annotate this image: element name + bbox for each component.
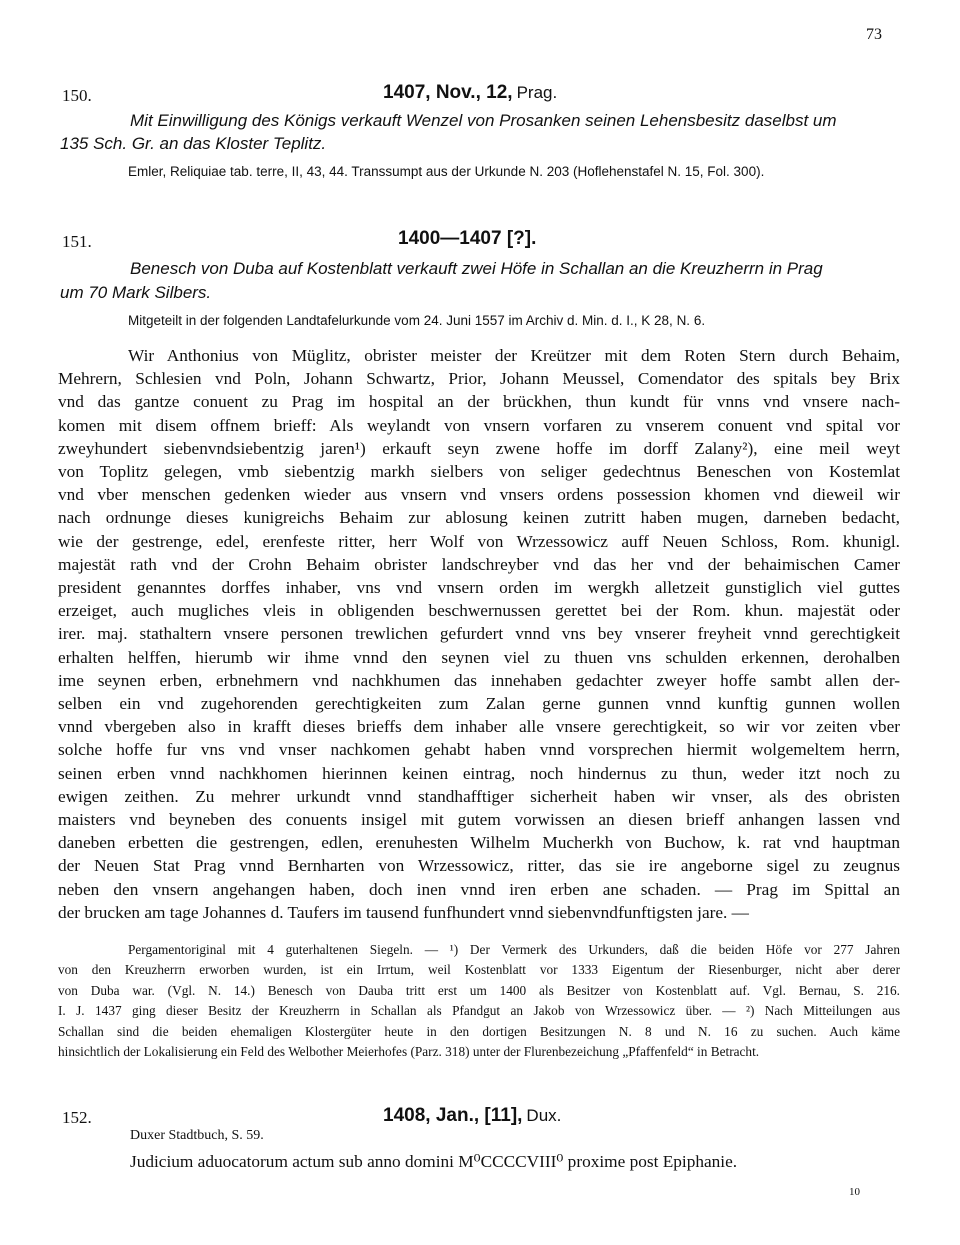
body-line: der Neuen Stat Prag vnnd Bernharten von Wrzessowicz, ritter, das sie ire angeborne sigel zu zeugnus: [58, 856, 900, 876]
footnote-line: Pergamentoriginal mit 4 guterhaltenen Siegeln. — ¹) Der Vermerk des Urkunders, daß die beiden Höfe vor 277 Jahren: [128, 942, 900, 957]
body-line: wie der gestrenge, edel, erenfeste ritter, herr Wolf von Wrzessowicz auff Neuen Schloss, Rom. khunigl.: [58, 531, 900, 551]
body-line: majestät rath vnd der Crohn Behaim obrister landschreyber vnd das her vnd der behaimischen Camer: [58, 554, 900, 574]
body-line: daneben erbetten die gestrengen, edlen, erenuhesten Wilhelm Mucherkh von Buchow, k. rat vnd hauptman: [58, 833, 900, 853]
document-body: [58, 344, 900, 924]
footnote-line: hinsichtlich der Lokalisierung ein Feld des Welbother Meierhofes (Parz. 318) unter der Flurenbezeichung „Pfaffenfeld“ in Betracht.: [58, 1044, 760, 1060]
body-line: irer. maj. stathaltern vnsere personen trewlichen gefurdert vnnd vns bey vnserer freyheit vnnd gerechtigkeit: [58, 624, 900, 644]
document-number: 150.: [62, 86, 92, 105]
document-date: 1407, Nov., 12,: [383, 82, 513, 103]
document-number: 152.: [62, 1108, 92, 1127]
document-place: Dux.: [526, 1106, 562, 1125]
body-line: president genanntes dorffes inhaber, vns vnd vnsern orden im wergkh alletzeit gunstiglich viel guttes: [58, 578, 900, 598]
document-heading: [383, 1105, 561, 1127]
footnote-line: I. J. 1437 ging dieser Besitz der Kreuzherrn in Schallan als Pfandgut an Jakob von Wrzessowicz über. — ²) Nach Mitteilungen aus: [58, 1003, 900, 1019]
source-note: Duxer Stadtbuch, S. 59.: [130, 1128, 264, 1143]
body-line: neben den vnsern angehangen haben, doch inen vnnd iren erben ane schaden. — Prag im Spittal an: [58, 879, 900, 899]
regest-line: 135 Sch. Gr. an das Kloster Teplitz.: [60, 134, 327, 153]
body-line: solche hoffe fur vns vnd vnser nachkomen gehabt haben vnnd vorsprechen hiermit wolgemeltem herrn,: [58, 740, 900, 760]
body-line: erhalten helffen, hierumb wir ihme vnnd den seynen viel zu thuen vns schulden erkennen, derohalben: [58, 647, 900, 667]
body-line: nach ordnunge dieses kunigreichs Behaim zur ablosung keinen zutritt haben mugen, darneben bedacht,: [58, 508, 900, 528]
body-line: erzeiget, auch mugliches vleis in obligenden beschwernussen gerettet bei der Rom. khun. majestät oder: [58, 601, 900, 621]
regest-line: um 70 Mark Silbers.: [60, 283, 212, 302]
document-heading: [383, 82, 557, 104]
body-line: vnd vber menschen gedenken wieder aus vnsern vnd vnsers ordens possession khomen vnd dieweil wir: [58, 485, 900, 505]
signature-mark: 10: [849, 1186, 860, 1198]
body-line: Wir Anthonius von Müglitz, obrister meister der Kreützer mit dem Roten Stern durch Behaim,: [128, 346, 900, 365]
document-body: Judicium aduocatorum actum sub anno domini M⁰CCCCVIII⁰ proxime post Epiphanie.: [130, 1152, 738, 1171]
body-line: vnnd vbergeben also in krafft dieses brieffs dem inhaber alle vnsere gerechtigkeit, so wir vor zeiten vber: [58, 717, 900, 737]
document-number: 151.: [62, 232, 92, 251]
regest-line: Benesch von Duba auf Kostenblatt verkauft zwei Höfe in Schallan an die Kreuzherrn in Prag: [130, 259, 823, 278]
regest-line: Mit Einwilligung des Königs verkauft Wenzel von Prosanken seinen Lehensbesitz daselbst um: [130, 111, 837, 130]
document-date: 1400—1407 [?].: [398, 228, 537, 249]
footnote-line: Schallan sind die beiden ehemaligen Klostergüter heute in den dortigen Besitzungen N. 8 und N. 16 zu suchen. Auch käme: [58, 1023, 900, 1039]
body-line: komen mit disem offnem brieff: Als weylandt von vnsern vorfaren zu vnserem conuent vnd spital vor: [58, 415, 900, 435]
body-line: seinen erben vnnd nachkhomen hierinnen keinen eintrag, noch hindernus zu thun, weder itzt noch zu: [58, 763, 900, 783]
body-line: ime seynen erben, erbnehmern vnd nachkhumen das innehaben gedachter zweyer hoffe sambt allen der-: [58, 670, 900, 690]
body-line: Mehrern, Schlesien vnd Poln, Johann Schwartz, Prior, Johann Meussel, Comendator des spitals bey Brix: [58, 369, 900, 389]
body-line: vnd das gantze conuent zu Prag im hospital an der brückhen, thun kundt für vnns vnd vnsere nach-: [58, 392, 900, 412]
body-line: zweyhundert siebenvndsiebentzig jaren¹) erkauft seyn zwene hoffe im dorff Zalany²), eine meil weyt: [58, 438, 900, 458]
footnote-line: von Duba war. (Vgl. N. 14.) Benesch von Dauba tritt erst um 1400 als Besitzer von Kostenblatt auf. Vgl. Bernau, S. 216.: [58, 982, 900, 998]
body-line: der brucken am tage Johannes d. Taufers im tausend funfhundert vnnd siebenvndfunftigsten jare. —: [58, 902, 749, 922]
body-line: ewigen zeithen. Zu mehrer urkundt vnnd standhafftiger sicherheit haben wir vnser, als des obristen: [58, 786, 900, 806]
body-line: selben ein vnd zugehorenden gerechtigkeiten zum Zalan gerne gunnen vnnd kunftig gunnen wollen: [58, 694, 900, 714]
footnotes: [58, 940, 900, 1062]
document-place: Prag.: [516, 83, 558, 102]
footnote-line: von den Kreuzherrn erworben wurden, ist ein Irrtum, weil Kostenblatt vor 1333 Eigentum der Riesenburger, nicht aber derer: [58, 962, 900, 978]
body-line: maisters vnd beyneben des conuents insigel mit gutem vorwissen an diesen brieff anhangen lassen vnd: [58, 810, 900, 830]
body-line: von Toplitz gelegen, vmb siebentzig markh sielbers von seliger gedechtnus Beneschen von Kostemlat: [58, 462, 900, 482]
page-number: 73: [866, 26, 882, 43]
source-note: Emler, Reliquiae tab. terre, II, 43, 44. Transsumpt aus der Urkunde N. 203 (Hoflehenstafel N. 15, Fol. 300).: [128, 164, 765, 179]
document-date: 1408, Jan., [11],: [383, 1105, 523, 1126]
source-note: Mitgeteilt in der folgenden Landtafelurkunde vom 24. Juni 1557 im Archiv d. Min. d. I., K 28, N. 6.: [128, 313, 706, 328]
